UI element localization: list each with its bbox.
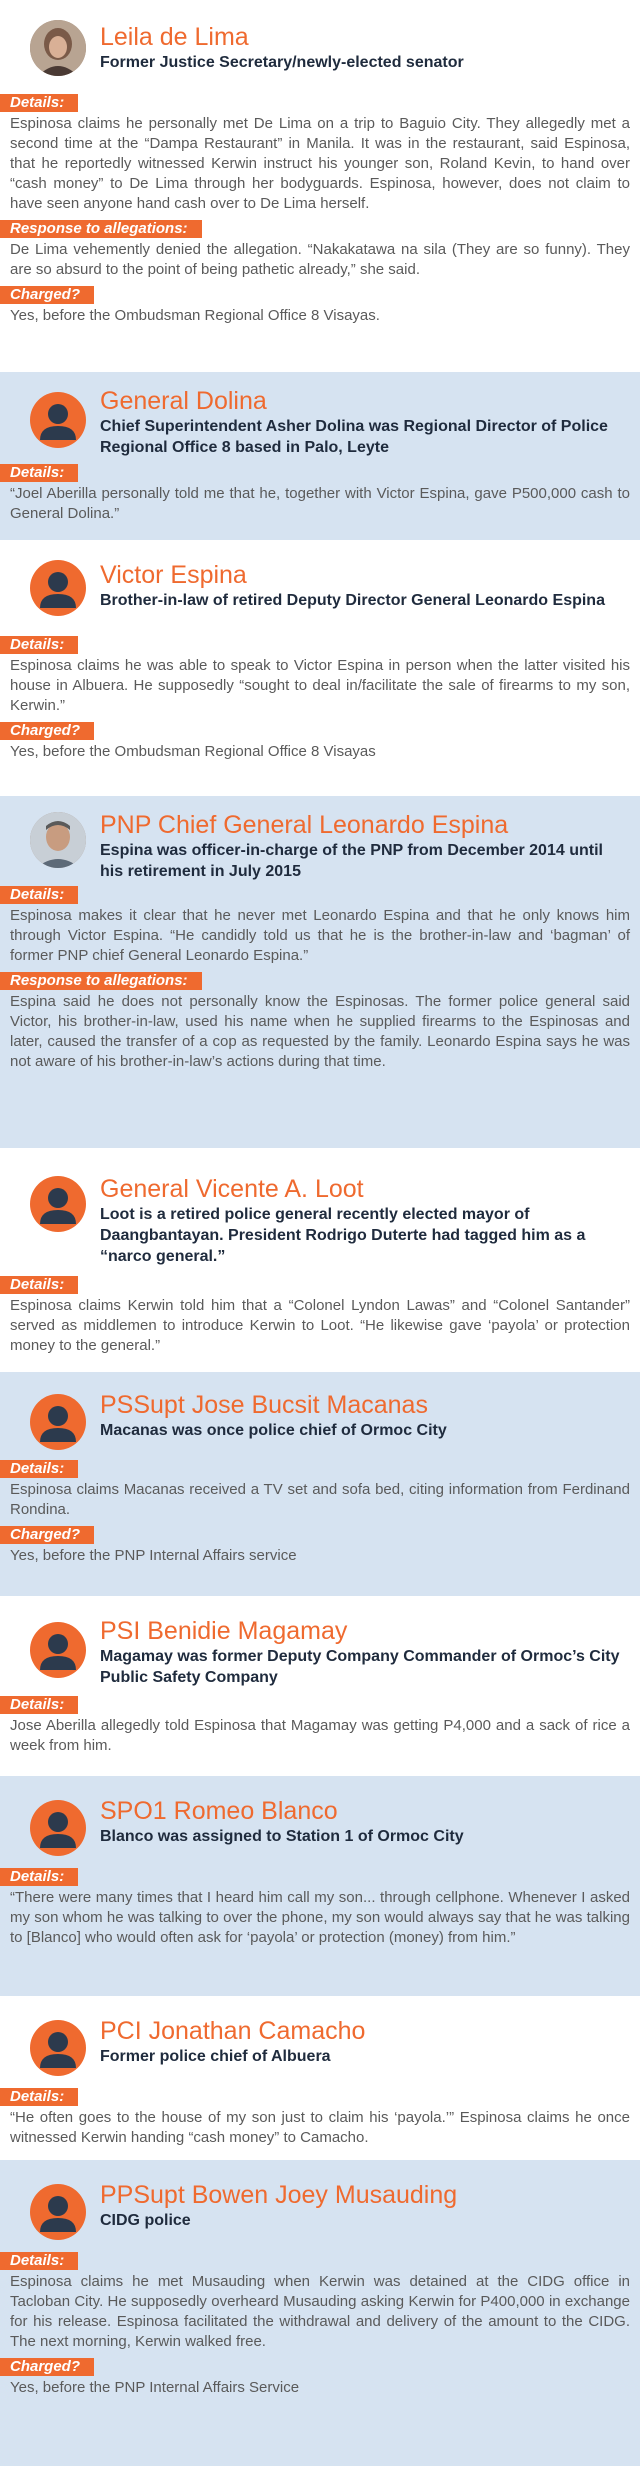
person-name: General Dolina (100, 387, 267, 415)
details-label: Details: (0, 1460, 78, 1478)
response-label: Response to allegations: (0, 972, 202, 990)
person-name: PNP Chief General Leonardo Espina (100, 811, 509, 839)
person-header (0, 2016, 640, 2080)
person-card-leonardo-espina (0, 796, 640, 1148)
person-header (0, 560, 640, 620)
person-card-magamay (0, 1596, 640, 1776)
person-icon (30, 1394, 86, 1450)
portrait-photo (30, 812, 86, 868)
charged-label: Charged? (0, 1526, 94, 1544)
person-icon (30, 1800, 86, 1856)
person-name: PSI Benidie Magamay (100, 1617, 348, 1645)
details-text: Espinosa makes it clear that he never met Leonardo Espina and that he only knows him through Victor Espina. “He candidly told us that he is the brother-in-law and ‘bagman’ of former PNP chief General Leonardo Espina.” (10, 907, 630, 964)
charged-text: Yes, before the PNP Internal Affairs Service (10, 2379, 300, 2396)
details-text: Espinosa claims Kerwin told him that a “Colonel Lyndon Lawas” and “Colonel Santander” served as middlemen to introduce Kerwin to Loot. “He likewise gave ‘payola’ or protection money to the general.” (10, 1297, 630, 1354)
person-name: PCI Jonathan Camacho (100, 2017, 366, 2045)
details-text: Espinosa claims he was able to speak to Victor Espina in person when the latter visited his house in Albuera. He supposedly “sought to deal in/facilitate the sale of firearms to my son, Kerwin.” (10, 657, 630, 714)
details-label: Details: (0, 636, 78, 654)
person-name: PSSupt Jose Bucsit Macanas (100, 1391, 428, 1419)
details-text: “He often goes to the house of my son just to claim his ‘payola.’” Espinosa claims he once witnessed Kerwin handing “cash money” to Camacho. (10, 2109, 630, 2146)
details-text: Espinosa claims Macanas received a TV set and sofa bed, citing information from Ferdinand Rondina. (10, 1481, 630, 1518)
details-label: Details: (0, 1276, 78, 1294)
details-text: “Joel Aberilla personally told me that he, together with Victor Espina, gave P500,000 cash to General Dolina.” (10, 485, 630, 522)
person-icon (30, 2184, 86, 2240)
person-header (0, 1616, 640, 1688)
details-text: Jose Aberilla allegedly told Espinosa that Magamay was getting P4,000 and a sack of rice a week from him. (10, 1717, 630, 1754)
person-role: Espina was officer-in-charge of the PNP from December 2014 until his retirement in July 2015 (100, 842, 603, 880)
details-label: Details: (0, 1868, 78, 1886)
charged-text: Yes, before the Ombudsman Regional Office 8 Visayas. (10, 307, 380, 324)
person-role: CIDG police (100, 2212, 191, 2229)
details-text: Espinosa claims he personally met De Lima on a trip to Baguio City. They allegedly met a second time at the “Dampa Restaurant” in Manila. It was in the restaurant, said Espinosa, that he reportedly witnessed Kerwin instruct his younger son, Roland Kevin, to hand over “cash money” to De Lima through her bodyguards. Espinosa, however, does not claim to have seen anyone hand cash over to De Lima herself. (10, 115, 630, 212)
details-label: Details: (0, 464, 78, 482)
person-card-victor-espina (0, 540, 640, 796)
person-header (0, 22, 640, 84)
person-role: Former Justice Secretary/newly-elected senator (100, 54, 464, 71)
portrait-photo (30, 20, 86, 76)
person-icon (30, 2020, 86, 2076)
person-header (0, 1796, 640, 1860)
person-role: Brother-in-law of retired Deputy Director General Leonardo Espina (100, 592, 605, 609)
person-role: Blanco was assigned to Station 1 of Ormoc City (100, 1828, 464, 1845)
charged-label: Charged? (0, 286, 94, 304)
person-name: SPO1 Romeo Blanco (100, 1797, 338, 1825)
details-label: Details: (0, 886, 78, 904)
person-icon (30, 392, 86, 448)
charged-label: Charged? (0, 722, 94, 740)
person-role: Former police chief of Albuera (100, 2048, 331, 2065)
person-header (0, 386, 640, 456)
response-text: De Lima vehemently denied the allegation. “Nakakatawa na sila (They are so funny). They are so absurd to the point of being pathetic already,” she said. (10, 241, 630, 278)
person-card-loot (0, 1148, 640, 1372)
person-card-macanas (0, 1372, 640, 1596)
charged-text: Yes, before the Ombudsman Regional Office 8 Visayas (10, 743, 376, 760)
person-name: General Vicente A. Loot (100, 1175, 364, 1203)
details-label: Details: (0, 2252, 78, 2270)
person-card-camacho (0, 1996, 640, 2160)
charged-text: Yes, before the PNP Internal Affairs service (10, 1547, 297, 1564)
person-card-musauding (0, 2160, 640, 2466)
person-role: Chief Superintendent Asher Dolina was Regional Director of Police Regional Office 8 based in Palo, Leyte (100, 418, 608, 456)
person-name: Victor Espina (100, 561, 247, 589)
details-text: Espinosa claims he met Musauding when Kerwin was detained at the CIDG office in Tacloban City. He supposedly overheard Musauding asking Kerwin for P400,000 in exchange for his release. Espinosa facilitated the withdrawal and delivery of the amount to the CIDG. The next morning, Kerwin walked free. (10, 2273, 630, 2350)
person-icon (30, 560, 86, 616)
person-card-dolina (0, 372, 640, 540)
person-role: Magamay was former Deputy Company Commander of Ormoc’s City Public Safety Company (100, 1648, 620, 1686)
person-card-de-lima (0, 0, 640, 372)
details-label: Details: (0, 2088, 78, 2106)
charged-label: Charged? (0, 2358, 94, 2376)
person-header (0, 1174, 640, 1266)
person-card-blanco (0, 1776, 640, 1996)
person-header (0, 2180, 640, 2244)
person-icon (30, 1176, 86, 1232)
person-name: Leila de Lima (100, 23, 249, 51)
details-text: “There were many times that I heard him call my son... through cellphone. Whenever I asked my son whom he was talking to over the phone, my son would always say that he was talking to [Blanco] who would often ask for ‘payola’ or protection (money) from him.” (10, 1889, 630, 1946)
response-label: Response to allegations: (0, 220, 202, 238)
person-name: PPSupt Bowen Joey Musauding (100, 2181, 458, 2209)
response-text: Espina said he does not personally know the Espinosas. The former police general said Victor, his brother-in-law, used his name when he supplied firearms to the Espinosas and later, caused the transfer of a cop as requested by the family. Leonardo Espina says he was not aware of his brother-in-law’s actions during that time. (10, 993, 630, 1070)
details-label: Details: (0, 94, 78, 112)
person-header (0, 810, 640, 880)
person-role: Macanas was once police chief of Ormoc City (100, 1422, 447, 1439)
person-icon (30, 1622, 86, 1678)
person-role: Loot is a retired police general recently elected mayor of Daangbantayan. President Rodrigo Duterte had tagged him as a “narco general.” (100, 1206, 586, 1265)
person-header (0, 1390, 640, 1452)
details-label: Details: (0, 1696, 78, 1714)
